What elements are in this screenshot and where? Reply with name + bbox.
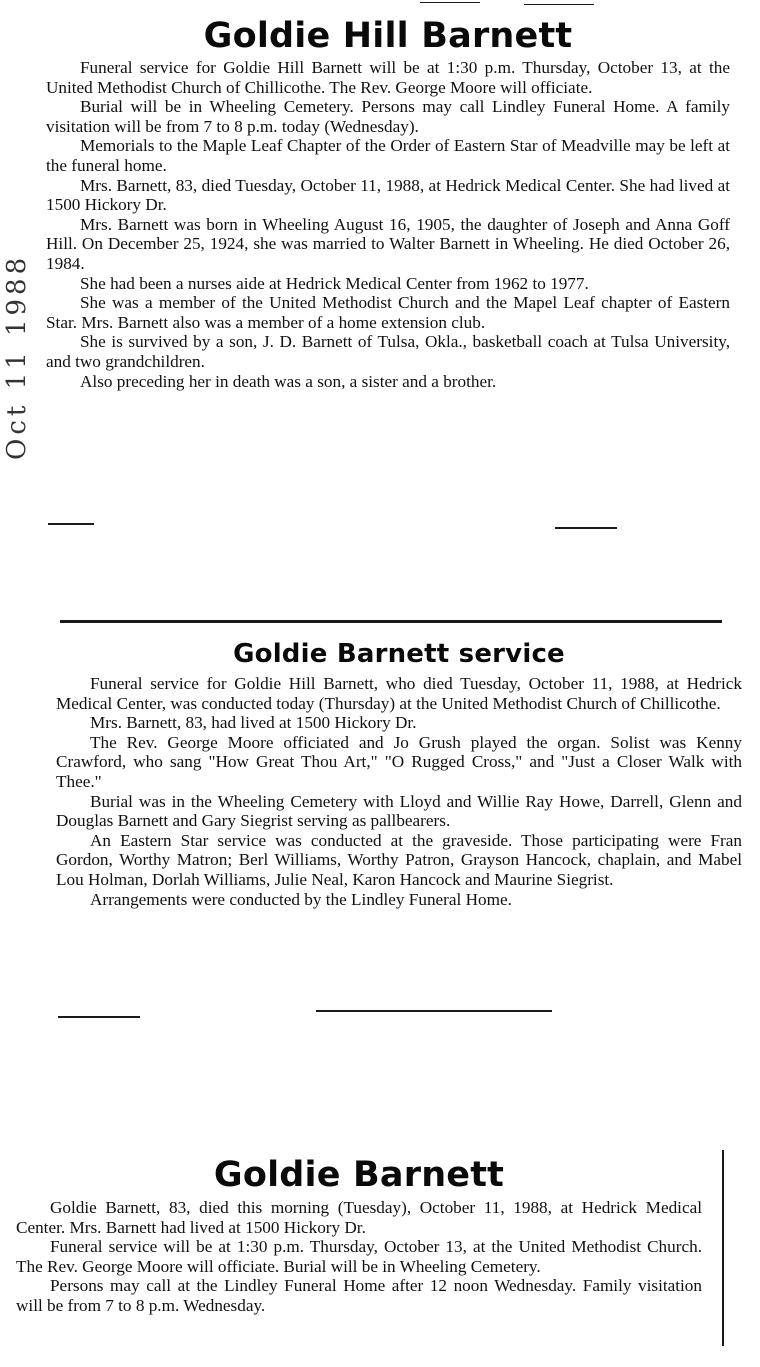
obituary-clipping-1 — [46, 14, 730, 391]
obituary-clipping-2 — [56, 634, 742, 909]
paragraph: She was a member of the United Methodist Church and the Mapel Leaf chapter of Eastern Star. Mrs. Barnett also was a member of a home extension club. — [46, 293, 730, 332]
paragraph: Memorials to the Maple Leaf Chapter of the Order of Eastern Star of Meadville may be left at the funeral home. — [46, 136, 730, 175]
top-rule-mark — [524, 4, 594, 5]
obituary-3-headline: Goldie Barnett — [213, 1155, 505, 1195]
clip-3-side-border — [722, 1150, 724, 1346]
clip-1-end-rule — [555, 527, 617, 529]
paragraph: Persons may call at the Lindley Funeral Home after 12 noon Wednesday. Family visitation will be from 7 to 8 p.m. Wednesday. — [16, 1276, 702, 1315]
paragraph: Mrs. Barnett was born in Wheeling August 16, 1905, the daughter of Joseph and Anna Goff Hill. On December 25, 1924, she was married to Walter Barnett in Wheeling. He died October 26, 1984. — [46, 214, 730, 273]
paragraph: Goldie Barnett, 83, died this morning (Tuesday), October 11, 1988, at Hedrick Medical Center. Mrs. Barnett had lived at 1500 Hickory Dr. — [16, 1198, 702, 1237]
paragraph: Mrs. Barnett, 83, had lived at 1500 Hickory Dr. — [90, 713, 417, 733]
obituary-2-body — [56, 674, 742, 909]
paragraph: Burial was in the Wheeling Cemetery with Lloyd and Willie Ray Howe, Darrell, Glenn and Douglas Barnett and Gary Siegrist serving as pallbearers. — [56, 791, 742, 831]
paragraph: Funeral service for Goldie Hill Barnett, who died Tuesday, October 11, 1988, at Hedrick Medical Center, was conducted today (Thursday) at the United Methodist Church of Chillicothe. — [56, 674, 742, 713]
paragraph: The Rev. George Moore officiated and Jo Grush played the organ. Solist was Kenny Crawford, who sang "How Great Thou Art," "O Rugged Cross," and "Just a Closer Walk with Thee." — [56, 732, 742, 791]
clip-2-end-rule — [316, 1010, 552, 1012]
obituary-1-body — [46, 58, 730, 391]
obituary-1-headline: Goldie Hill Barnett — [203, 16, 573, 56]
obituary-clipping-3 — [16, 1152, 702, 1316]
paragraph: She had been a nurses aide at Hedrick Medical Center from 1962 to 1977. — [80, 273, 589, 293]
paragraph: Funeral service for Goldie Hill Barnett will be at 1:30 p.m. Thursday, October 13, at the United Methodist Church of Chillicothe. The Rev. George Moore will officiate. — [46, 58, 730, 97]
paragraph: An Eastern Star service was conducted at the graveside. Those participating were Fran Gordon, Worthy Matron; Berl Williams, Worthy Patron, Grayson Hancock, chaplain, and Mabel Lou Holman, Dorlah Williams, Julie Neal, Karon Hancock and Maurine Siegrist. — [56, 830, 742, 889]
paragraph: Funeral service will be at 1:30 p.m. Thursday, October 13, at the United Methodist Church. The Rev. George Moore will officiate. Burial will be in Wheeling Cemetery. — [16, 1237, 702, 1276]
paragraph: Burial will be in Wheeling Cemetery. Persons may call Lindley Funeral Home. A family visitation will be from 7 to 8 p.m. today (Wednesday). — [46, 97, 730, 136]
obituary-3-body — [16, 1198, 702, 1316]
paragraph: Arrangements were conducted by the Lindley Funeral Home. — [90, 889, 512, 909]
clip-1-end-rule — [48, 523, 94, 525]
paragraph: Mrs. Barnett, 83, died Tuesday, October 11, 1988, at Hedrick Medical Center. She had lived at 1500 Hickory Dr. — [46, 175, 730, 215]
clip-2-end-rule — [58, 1016, 140, 1018]
top-rule-mark — [420, 2, 480, 3]
handwritten-date-note: Oct 11 1988 — [2, 253, 32, 460]
clip-2-top-rule — [60, 620, 722, 623]
paragraph: She is survived by a son, J. D. Barnett of Tulsa, Okla., basketball coach at Tulsa University, and two grandchildren. — [46, 332, 730, 371]
obituary-2-headline: Goldie Barnett service — [233, 639, 565, 669]
paragraph: Also preceding her in death was a son, a sister and a brother. — [80, 371, 497, 391]
